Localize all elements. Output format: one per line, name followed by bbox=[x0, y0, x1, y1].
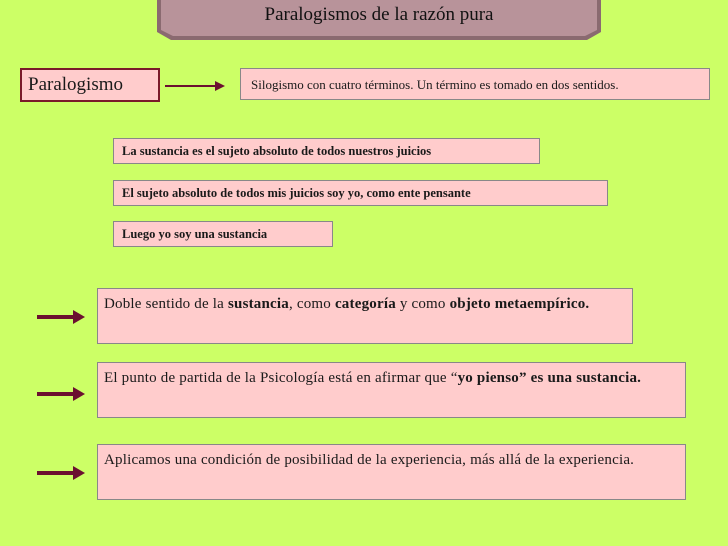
note-text: , como bbox=[288, 296, 335, 312]
conclusion: Luego yo soy una sustancia bbox=[113, 221, 333, 247]
note-condition bbox=[97, 444, 686, 500]
title-banner bbox=[157, 0, 601, 40]
note-text: El punto de partida de la Psicología está en afirmar que “ bbox=[104, 370, 458, 386]
note-emphasis: categoría bbox=[334, 296, 396, 312]
definition-box: Silogismo con cuatro términos. Un término es tomado en dos sentidos. bbox=[240, 68, 710, 100]
arrow-right-icon bbox=[37, 386, 87, 402]
note-emphasis: yo pienso” es una sustancia. bbox=[457, 370, 642, 386]
note-starting-point bbox=[97, 362, 686, 418]
premise-major: La sustancia es el sujeto absoluto de todos nuestros juicios bbox=[113, 138, 540, 164]
note-text: Doble sentido de la bbox=[104, 296, 228, 312]
note-text: y como bbox=[395, 296, 450, 312]
arrow-right-icon bbox=[37, 309, 87, 325]
note-text: Aplicamos una condición de posibilidad de la experiencia, más allá de la experiencia. bbox=[104, 452, 635, 468]
note-double-meaning bbox=[97, 288, 633, 344]
premise-minor: El sujeto absoluto de todos mis juicios soy yo, como ente pensante bbox=[113, 180, 608, 206]
arrow-right-icon bbox=[37, 465, 87, 481]
note-emphasis: sustancia bbox=[227, 296, 289, 312]
term-box: Paralogismo bbox=[20, 68, 160, 102]
arrow-right-icon bbox=[165, 79, 227, 93]
note-emphasis: objeto metaempírico. bbox=[449, 296, 590, 312]
page-title: Paralogismos de la razón pura bbox=[264, 4, 494, 25]
